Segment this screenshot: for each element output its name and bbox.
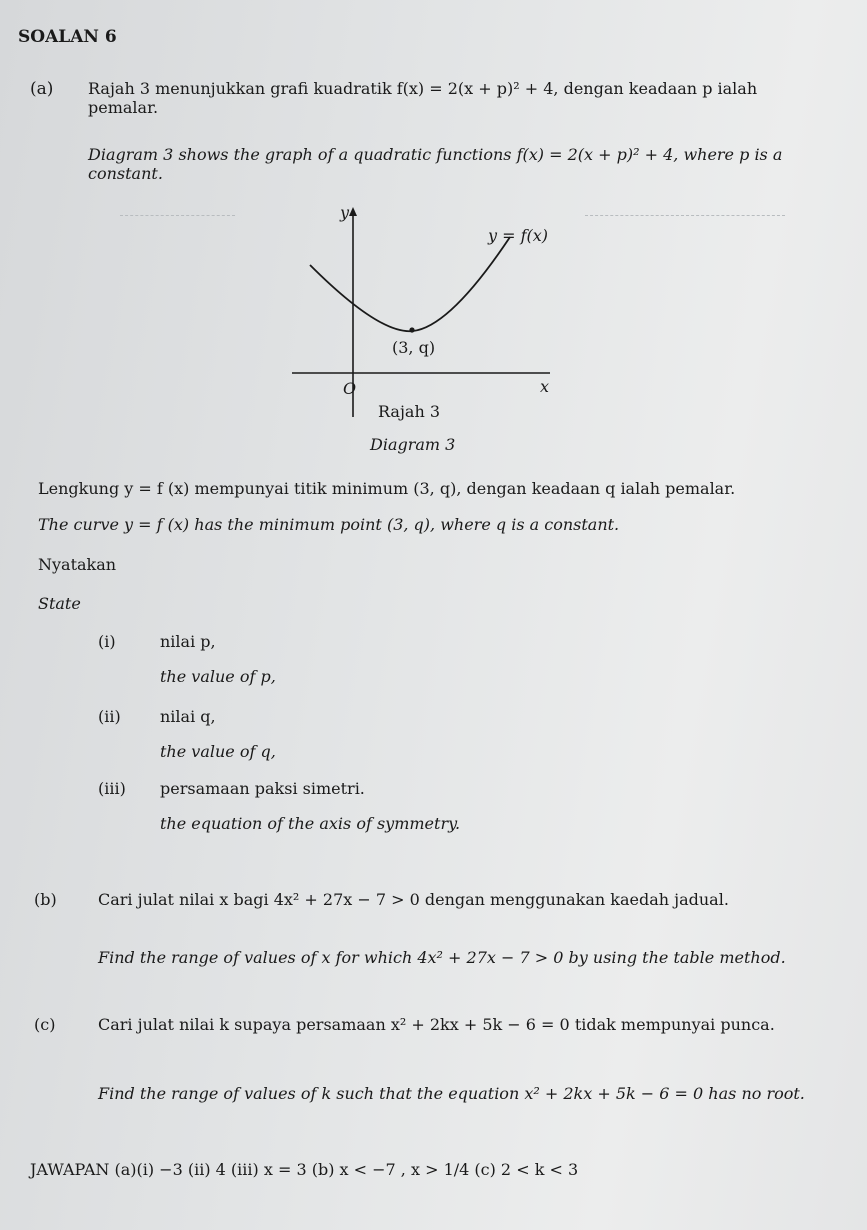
curve-label: y = f(x): [488, 226, 549, 245]
dashed-guide-left: [120, 215, 235, 216]
minimum-point-label: (3, q): [392, 338, 436, 357]
diagram-caption-en: Diagram 3: [370, 435, 456, 454]
minimum-point: [409, 327, 414, 332]
part-b-label: (b): [34, 890, 57, 909]
item-ii-en: the value of q,: [160, 742, 276, 761]
part-a-intro-ms-line2: pemalar.: [88, 98, 159, 117]
curve-description-en: The curve y = f (x) has the minimum point (3, q), where q is a constant.: [38, 515, 620, 534]
dashed-guide-right: [585, 215, 785, 216]
item-i-ms: nilai p,: [160, 632, 216, 651]
y-axis-arrow: [349, 207, 357, 216]
part-c-en: Find the range of values of k such that the equation x² + 2kx + 5k − 6 = 0 has no root.: [98, 1084, 805, 1103]
item-ii-ms: nilai q,: [160, 707, 216, 726]
y-axis-label: y: [340, 203, 350, 222]
part-a-intro-ms-line1: Rajah 3 menunjukkan grafi kuadratik f(x) = 2(x + p)² + 4, dengan keadaan p ialah: [88, 79, 758, 98]
part-c-label: (c): [34, 1015, 56, 1034]
curve-description-ms: Lengkung y = f (x) mempunyai titik minimum (3, q), dengan keadaan q ialah pemalar.: [38, 479, 736, 498]
item-i-num: (i): [98, 632, 116, 651]
item-i-en: the value of p,: [160, 667, 276, 686]
part-a-intro-en-line2: constant.: [88, 164, 163, 183]
parabola-curve: [310, 237, 510, 331]
question-title: SOALAN 6: [18, 27, 117, 47]
part-a-intro-en-line1: Diagram 3 shows the graph of a quadratic functions f(x) = 2(x + p)² + 4, where p is a: [88, 145, 783, 164]
x-axis-label: x: [540, 377, 550, 396]
item-iii-ms: persamaan paksi simetri.: [160, 779, 365, 798]
state-ms: Nyatakan: [38, 555, 117, 574]
part-a-label: (a): [30, 79, 54, 99]
state-en: State: [38, 594, 81, 613]
item-iii-en: the equation of the axis of symmetry.: [160, 814, 461, 833]
diagram-caption-ms: Rajah 3: [378, 402, 441, 421]
origin-label: O: [343, 379, 357, 398]
item-iii-num: (iii): [98, 779, 126, 798]
part-b-en: Find the range of values of x for which 4x² + 27x − 7 > 0 by using the table method.: [98, 948, 786, 967]
part-c-ms: Cari julat nilai k supaya persamaan x² + 2kx + 5k − 6 = 0 tidak mempunyai punca.: [98, 1015, 775, 1034]
answer-key: JAWAPAN (a)(i) −3 (ii) 4 (iii) x = 3 (b) x < −7 , x > 1/4 (c) 2 < k < 3: [30, 1160, 579, 1179]
item-ii-num: (ii): [98, 707, 121, 726]
part-b-ms: Cari julat nilai x bagi 4x² + 27x − 7 > 0 dengan menggunakan kaedah jadual.: [98, 890, 729, 909]
